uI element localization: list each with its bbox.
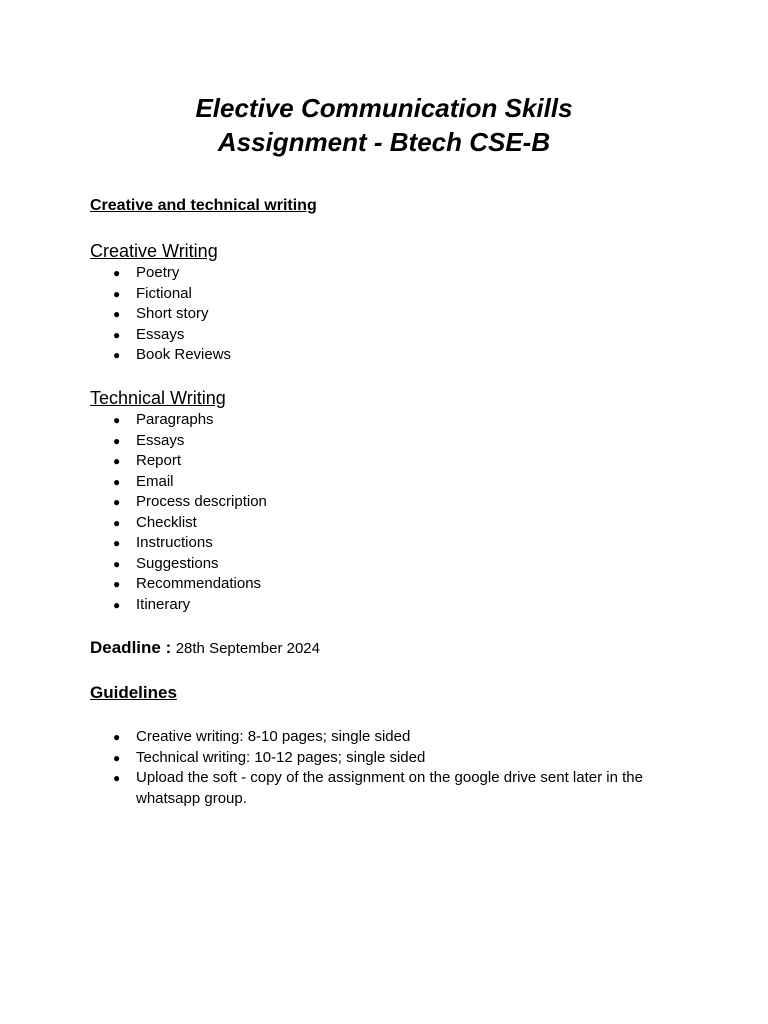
bullet-icon: ●	[113, 750, 121, 765]
guidelines-list	[0, 727, 768, 809]
list-item	[0, 304, 768, 325]
bullet-icon: ●	[113, 495, 121, 509]
list-item-text: Suggestions	[136, 554, 219, 572]
list-item	[0, 748, 656, 769]
list-item-text: Book Reviews	[136, 346, 232, 363]
bullet-icon: ●	[113, 286, 121, 301]
list-item-text: Paragraphs	[136, 411, 214, 428]
list-item-text: Process description	[136, 493, 267, 510]
list-item	[0, 472, 768, 493]
list-item	[0, 595, 768, 616]
bullet-icon: ●	[113, 597, 121, 612]
list-item	[0, 492, 768, 513]
list-item-text: Technical writing: 10-12 pages; single sided	[136, 748, 426, 766]
list-item	[0, 554, 768, 575]
list-item	[0, 533, 768, 554]
document-title-line-2: Assignment - Btech CSE-B	[217, 127, 551, 157]
list-item	[0, 574, 768, 595]
bullet-icon: ●	[113, 515, 121, 530]
list-item-text: Recommendations	[136, 575, 262, 592]
list-item-text: Checklist	[136, 513, 197, 531]
list-item	[0, 345, 768, 366]
list-item-text: Poetry	[136, 264, 180, 281]
guidelines-heading: Guidelines	[90, 683, 177, 702]
section-heading: Creative and technical writing	[90, 197, 317, 214]
list-item	[0, 727, 656, 748]
list-item	[0, 284, 768, 305]
list-item	[0, 325, 768, 346]
bullet-icon: ●	[113, 266, 121, 280]
document-title-line-1: Elective Communication Skills	[195, 93, 573, 123]
list-item	[0, 768, 656, 809]
list-item-text: Short story	[136, 305, 209, 322]
list-item-text: Instructions	[136, 534, 213, 551]
creative-writing-list	[0, 263, 768, 366]
technical-writing-list	[0, 410, 768, 615]
bullet-icon: ●	[113, 433, 121, 448]
list-item-text: Creative writing: 8-10 pages; single sided	[136, 728, 411, 745]
list-item-text: Fictional	[136, 284, 192, 302]
list-item-text: Upload the soft - copy of the assignment on the google drive sent later in the whatsapp group.	[136, 769, 643, 807]
list-item-text: Email	[136, 472, 174, 490]
bullet-icon: ●	[113, 556, 121, 571]
list-item	[0, 410, 768, 431]
list-item	[0, 451, 768, 472]
bullet-icon: ●	[113, 327, 121, 342]
bullet-icon: ●	[113, 730, 121, 744]
bullet-icon: ●	[113, 536, 121, 550]
list-item-text: Essays	[136, 431, 185, 449]
list-item	[0, 263, 768, 284]
list-item-text: Essays	[136, 325, 185, 343]
technical-writing-heading: Technical Writing	[90, 388, 226, 408]
bullet-icon: ●	[113, 307, 121, 321]
list-item	[0, 513, 768, 534]
list-item-text: Report	[136, 452, 182, 469]
deadline	[90, 637, 320, 660]
list-item-text: Itinerary	[136, 595, 191, 613]
list-item	[0, 431, 768, 452]
deadline-label: Deadline :	[90, 638, 172, 657]
bullet-icon: ●	[113, 771, 121, 785]
bullet-icon: ●	[113, 348, 121, 362]
bullet-icon: ●	[113, 474, 121, 489]
bullet-icon: ●	[113, 413, 121, 427]
creative-writing-heading: Creative Writing	[90, 241, 218, 261]
deadline-value: 28th September 2024	[175, 640, 320, 657]
bullet-icon: ●	[113, 577, 121, 591]
bullet-icon: ●	[113, 454, 121, 468]
